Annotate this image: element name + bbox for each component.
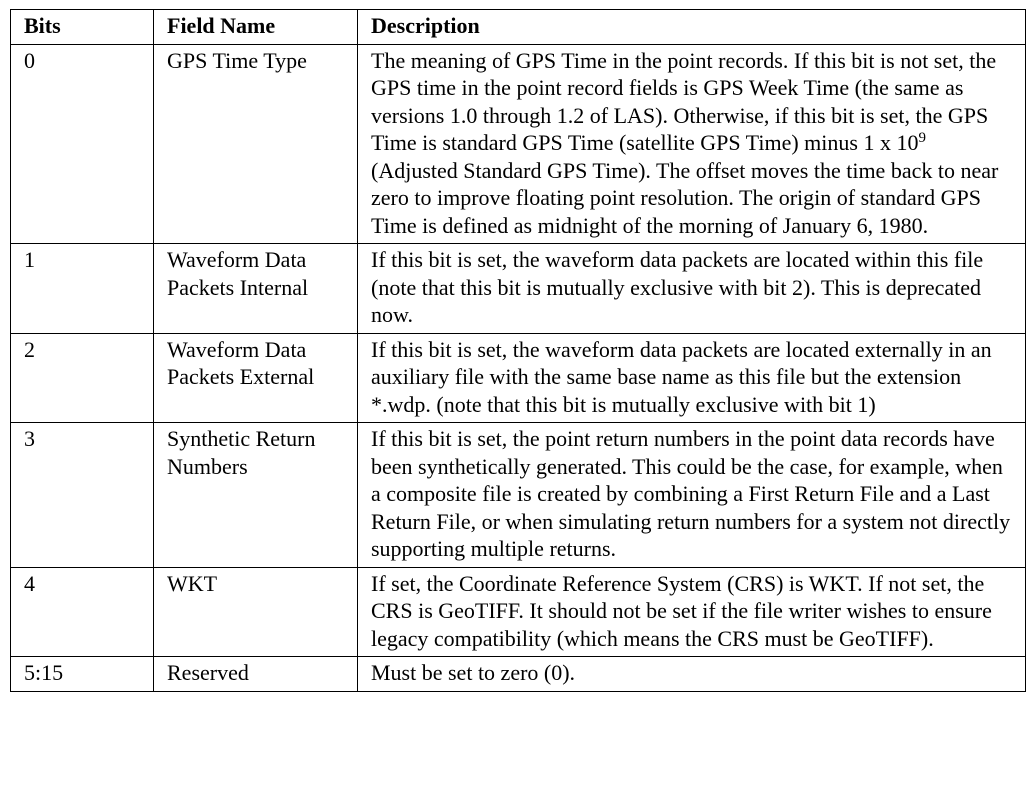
field-name-cell: Waveform Data Packets Internal	[154, 244, 358, 334]
description-text: The meaning of GPS Time in the point records. If this bit is not set, the GPS time in the point record fields is GPS Week Time (the same as versions 1.0 through 1.2 of LAS). Otherwise, if this bit is set, the GPS Time is standard GPS Time (satellite GPS Time) minus 1 x 10	[371, 47, 997, 155]
field-name-cell: GPS Time Type	[154, 44, 358, 244]
description-text: (Adjusted Standard GPS Time). The offset moves the time back to near zero to improve floating point resolution. The origin of standard GPS Time is defined as midnight of the morning of January 6, 1980.	[371, 157, 999, 238]
table-row-bit-0	[11, 44, 1026, 244]
bits-cell: 4	[11, 567, 154, 657]
field-name-cell: WKT	[154, 567, 358, 657]
description-cell: If this bit is set, the waveform data packets are located externally in an auxiliary file with the same base name as this file but the extension *.wdp. (note that this bit is mutually exclusive with bit 1)	[358, 333, 1026, 423]
bits-cell: 2	[11, 333, 154, 423]
bits-cell: 3	[11, 423, 154, 568]
field-name-cell: Reserved	[154, 657, 358, 692]
column-header-field-name: Field Name	[154, 10, 358, 45]
table-row-bit-4	[11, 567, 1026, 657]
global-encoding-bit-table	[10, 9, 1026, 692]
table-row-bits-5-15	[11, 657, 1026, 692]
table-row-bit-2	[11, 333, 1026, 423]
description-cell: If this bit is set, the point return numbers in the point data records have been synthetically generated. This could be the case, for example, when a composite file is created by combining a First Return File and a Last Return File, or when simulating return numbers for a system not directly supporting multiple returns.	[358, 423, 1026, 568]
description-cell	[358, 44, 1026, 244]
superscript-exponent: 9	[918, 130, 926, 146]
table-header-row	[11, 10, 1026, 45]
field-name-cell: Waveform Data Packets External	[154, 333, 358, 423]
bits-cell: 1	[11, 244, 154, 334]
bits-cell: 0	[11, 44, 154, 244]
column-header-description: Description	[358, 10, 1026, 45]
description-cell: If this bit is set, the waveform data packets are located within this file (note that this bit is mutually exclusive with bit 2). This is deprecated now.	[358, 244, 1026, 334]
description-cell: Must be set to zero (0).	[358, 657, 1026, 692]
bits-cell: 5:15	[11, 657, 154, 692]
description-cell: If set, the Coordinate Reference System (CRS) is WKT. If not set, the CRS is GeoTIFF. It should not be set if the file writer wishes to ensure legacy compatibility (which means the CRS must be GeoTIFF).	[358, 567, 1026, 657]
field-name-cell: Synthetic Return Numbers	[154, 423, 358, 568]
table-row-bit-3	[11, 423, 1026, 568]
column-header-bits: Bits	[11, 10, 154, 45]
table-row-bit-1	[11, 244, 1026, 334]
